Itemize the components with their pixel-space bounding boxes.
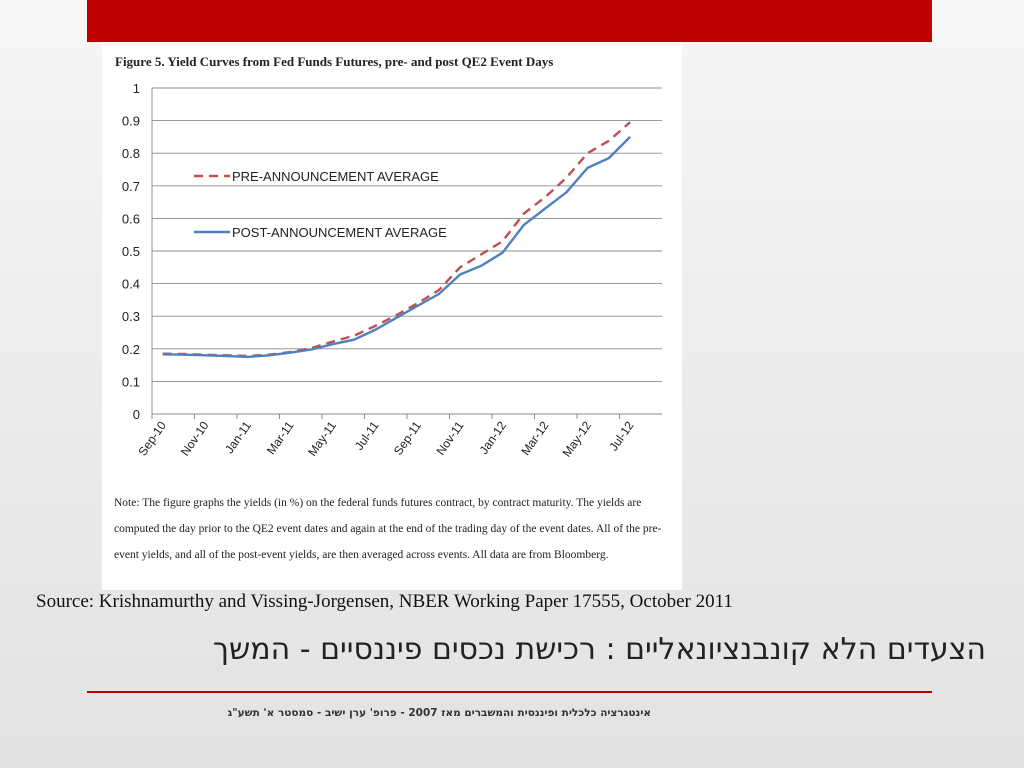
y-tick-label: 0.8 bbox=[121, 146, 140, 162]
y-tick-label: 0.4 bbox=[121, 276, 140, 292]
top-accent-bar bbox=[87, 0, 932, 42]
x-tick-label: Mar-11 bbox=[263, 418, 297, 458]
x-tick-label: Jul-12 bbox=[606, 418, 637, 454]
y-tick-label: 0.2 bbox=[121, 341, 140, 357]
figure-title: Figure 5. Yield Curves from Fed Funds Futures, pre- and post QE2 Event Days bbox=[115, 54, 554, 69]
y-tick-label: 0.9 bbox=[121, 113, 140, 129]
x-tick-label: Jul-11 bbox=[351, 418, 382, 453]
title-divider bbox=[87, 691, 932, 693]
y-tick-label: 0.1 bbox=[121, 374, 140, 390]
x-tick-label: May-11 bbox=[305, 418, 340, 459]
source-citation: Source: Krishnamurthy and Vissing-Jorgensen, NBER Working Paper 17555, October 2011 bbox=[36, 591, 733, 612]
y-tick-label: 0.6 bbox=[121, 211, 140, 227]
chart-gridlines bbox=[152, 88, 662, 414]
yield-curve-chart bbox=[102, 42, 682, 490]
slide-title: הצעדים הלא קונבנציונאליים : רכישת נכסים פיננסיים - המשך bbox=[212, 632, 986, 667]
y-tick-label: 0.7 bbox=[121, 178, 140, 194]
x-tick-label: Sep-11 bbox=[390, 418, 425, 458]
legend-label: POST-ANNOUNCEMENT AVERAGE bbox=[232, 225, 447, 240]
legend-label: PRE-ANNOUNCEMENT AVERAGE bbox=[232, 169, 439, 184]
x-tick-label: Sep-10 bbox=[135, 418, 170, 459]
y-tick-label: 0.5 bbox=[121, 244, 140, 259]
x-tick-label: Mar-12 bbox=[518, 418, 552, 458]
x-tick-label: Nov-11 bbox=[433, 418, 467, 458]
x-tick-label: Nov-10 bbox=[177, 418, 212, 459]
chart-legend bbox=[194, 169, 447, 240]
y-axis-ticks bbox=[122, 81, 140, 422]
y-tick-label: 0 bbox=[132, 407, 140, 422]
x-tick-label: Jan-12 bbox=[476, 418, 510, 457]
y-tick-label: 0.3 bbox=[121, 309, 140, 325]
y-tick-label: 1 bbox=[132, 81, 140, 96]
figure-note: Note: The figure graphs the yields (in %) on the federal funds futures contract, by contract maturity. The yields are computed the day prior to the QE2 event dates and again at the end of the trading day of the event dates. All of the pre-event yields, and all of the post-event yields, are then averaged across events. All data are from Bloomberg. bbox=[114, 497, 662, 561]
x-tick-label: May-12 bbox=[559, 418, 595, 460]
x-axis-ticks bbox=[135, 414, 636, 459]
x-tick-label: Jan-11 bbox=[222, 418, 255, 457]
slide-footer: אינטגרציה כלכלית ופיננסית והמשברים מאז 2007 - פרופ' ערן ישיב - סמסטר א' תשע"ג bbox=[227, 707, 651, 719]
figure-panel bbox=[102, 42, 682, 590]
